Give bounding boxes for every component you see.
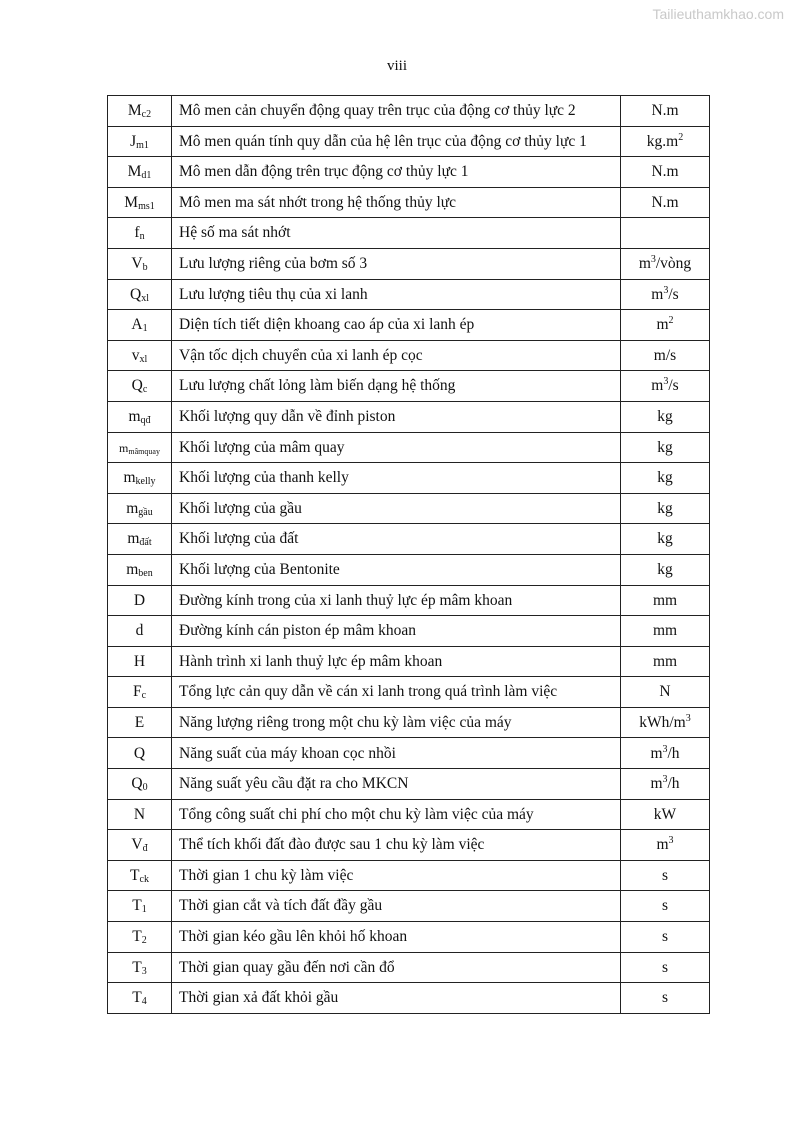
description-cell: Mô men ma sát nhớt trong hệ thống thủy lực [172,187,621,218]
symbol-cell [108,707,172,738]
symbol-base: V [131,255,143,273]
table-row [108,432,710,463]
description-cell: Tổng công suất chi phí cho một chu kỳ làm việc của máy [172,799,621,830]
symbol-subscript: b [142,262,148,274]
table-row [108,554,710,585]
description-cell: Khối lượng của mâm quay [172,432,621,463]
description-cell: Thời gian kéo gầu lên khỏi hố khoan [172,922,621,953]
unit-base: m/s [653,346,677,364]
symbol-base: m [126,560,139,578]
symbol-base: d [135,622,144,640]
unit-cell [621,585,710,616]
symbol-subscript: c [142,384,148,396]
symbol-base: F [132,683,142,701]
watermark: Tailieuthamkhao.com [652,6,784,22]
table-row [108,310,710,341]
unit-suffix: /s [668,285,679,303]
table-row [108,585,710,616]
unit-exponent: 3 [662,743,668,755]
unit-base: m [656,836,669,854]
page-number: viii [386,58,407,74]
unit-base: mm [652,591,678,609]
table-row [108,279,710,310]
symbol-cell [108,126,172,157]
symbol-cell [108,96,172,127]
unit-base: kW [653,805,677,823]
unit-base: m [651,377,664,395]
symbol-cell [108,585,172,616]
unit-cell [621,707,710,738]
description-cell: Lưu lượng tiêu thụ của xi lanh [172,279,621,310]
unit-cell [621,769,710,800]
unit-cell [621,126,710,157]
symbol-cell [108,401,172,432]
table-row [108,922,710,953]
symbol-subscript: ck [139,873,149,885]
unit-base: s [661,897,669,915]
unit-exponent: 3 [662,774,668,786]
unit-cell [621,371,710,402]
unit-cell [621,830,710,861]
symbol-base: T [132,897,142,915]
symbol-subscript: 2 [141,935,147,947]
table-row [108,677,710,708]
symbol-base: Q [130,285,142,303]
symbol-base: f [134,224,140,242]
symbol-subscript: ms1 [138,200,155,212]
description-cell: Mô men quán tính quy dẫn của hệ lên trục của động cơ thủy lực 1 [172,126,621,157]
unit-exponent: 3 [668,835,674,847]
symbols-table-body [108,96,710,1014]
description-cell: Năng suất yêu cầu đặt ra cho MKCN [172,769,621,800]
unit-cell [621,310,710,341]
symbol-base: J [130,132,137,150]
unit-cell [621,248,710,279]
unit-base: kg [657,499,673,517]
unit-base: kg [657,438,673,456]
unit-base: kWh/m [639,713,686,731]
symbol-cell [108,646,172,677]
symbol-subscript: ben [138,567,153,579]
symbol-cell [108,860,172,891]
unit-cell [621,983,710,1014]
symbol-subscript: 0 [142,782,148,794]
symbol-base: Q [131,377,143,395]
symbol-cell [108,830,172,861]
symbol-cell [108,524,172,555]
description-cell: Khối lượng của thanh kelly [172,463,621,494]
unit-cell [621,493,710,524]
symbol-subscript: đ [142,843,148,855]
symbol-base: H [133,652,146,670]
table-row [108,799,710,830]
description-cell: Mô men dẫn động trên trục động cơ thủy lực 1 [172,157,621,188]
symbol-cell [108,922,172,953]
symbol-subscript: qđ [140,414,151,426]
symbol-subscript: 3 [141,965,147,977]
symbol-subscript: xl [141,292,149,304]
symbol-subscript: kelly [135,476,156,488]
symbol-subscript: gầu [138,506,153,518]
symbol-cell [108,616,172,647]
symbol-base: M [127,163,142,181]
unit-suffix: /vòng [655,255,692,273]
unit-cell [621,340,710,371]
unit-base: kg.m [646,132,679,150]
symbol-cell [108,493,172,524]
description-cell: Đường kính trong của xi lanh thuỷ lực ép mâm khoan [172,585,621,616]
symbol-base: T [130,866,140,884]
symbol-cell [108,371,172,402]
description-cell: Khối lượng của gầu [172,493,621,524]
symbol-cell [108,157,172,188]
description-cell: Khối lượng quy dẫn về đỉnh piston [172,401,621,432]
description-cell: Thời gian quay gầu đến nơi cần đổ [172,952,621,983]
table-row [108,738,710,769]
description-cell: Tổng lực cản quy dẫn về cán xi lanh trong quá trình làm việc [172,677,621,708]
description-cell: Năng suất của máy khoan cọc nhồi [172,738,621,769]
symbol-cell [108,738,172,769]
unit-base: kg [657,469,673,487]
symbol-subscript: m1 [136,139,149,151]
unit-base: m [638,255,651,273]
symbol-cell [108,677,172,708]
description-cell: Lưu lượng chất lỏng làm biến dạng hệ thống [172,371,621,402]
symbol-base: T [132,989,142,1007]
table-row [108,126,710,157]
table-row [108,96,710,127]
unit-base: N.m [651,102,679,120]
description-cell: Diện tích tiết diện khoang cao áp của xi lanh ép [172,310,621,341]
table-row [108,371,710,402]
unit-suffix: /h [667,775,680,793]
symbol-subscript: n [139,231,145,243]
unit-cell [621,922,710,953]
symbol-subscript: c2 [141,109,152,121]
table-row [108,983,710,1014]
symbol-base: V [131,836,143,854]
unit-cell [621,952,710,983]
table-row [108,401,710,432]
symbol-cell [108,952,172,983]
description-cell: Thời gian 1 chu kỳ làm việc [172,860,621,891]
description-cell: Thời gian xả đất khỏi gầu [172,983,621,1014]
unit-base: kg [657,407,673,425]
unit-cell [621,646,710,677]
description-cell: Hệ số ma sát nhớt [172,218,621,249]
description-cell: Thể tích khối đất đào được sau 1 chu kỳ làm việc [172,830,621,861]
unit-base: N.m [651,193,679,211]
description-cell: Đường kính cán piston ép mâm khoan [172,616,621,647]
table-row [108,187,710,218]
symbol-base: m [119,440,129,455]
unit-cell [621,891,710,922]
unit-cell [621,463,710,494]
unit-exponent: 3 [663,284,669,296]
table-row [108,493,710,524]
unit-exponent: 3 [650,254,656,266]
unit-base: m [656,316,669,334]
table-row [108,616,710,647]
symbol-cell [108,891,172,922]
unit-cell [621,279,710,310]
unit-base: m [650,775,663,793]
unit-exponent: 2 [668,315,674,327]
unit-base: N.m [651,163,679,181]
table-row [108,830,710,861]
unit-cell [621,677,710,708]
table-row [108,952,710,983]
unit-suffix: /h [667,744,680,762]
unit-cell [621,218,710,249]
description-cell: Mô men cản chuyển động quay trên trục của động cơ thủy lực 2 [172,96,621,127]
symbol-base: m [126,499,139,517]
symbol-base: D [133,591,146,609]
symbols-table [107,95,710,1014]
symbol-base: m [123,469,136,487]
description-cell: Hành trình xi lanh thuỷ lực ép mâm khoan [172,646,621,677]
symbol-base: T [132,928,142,946]
symbol-cell [108,983,172,1014]
unit-exponent: 3 [685,712,691,724]
unit-base: mm [652,622,678,640]
description-cell: Thời gian cắt và tích đất đầy gầu [172,891,621,922]
unit-cell [621,799,710,830]
table-row [108,157,710,188]
symbol-cell [108,248,172,279]
symbol-cell [108,463,172,494]
unit-cell [621,157,710,188]
symbol-cell [108,310,172,341]
symbol-subscript: 4 [141,996,147,1008]
description-cell: Lưu lượng riêng của bơm số 3 [172,248,621,279]
table-row [108,860,710,891]
symbol-cell [108,769,172,800]
table-row [108,891,710,922]
unit-base: s [661,928,669,946]
unit-base: N [659,683,671,701]
symbol-subscript: d1 [141,170,152,182]
description-cell: Khối lượng của Bentonite [172,554,621,585]
symbol-cell [108,554,172,585]
symbol-subscript: đất [139,537,152,549]
table-row [108,707,710,738]
symbol-subscript: xl [139,353,148,365]
symbol-subscript: 1 [141,904,147,916]
table-row [108,524,710,555]
unit-exponent: 3 [663,376,669,388]
unit-base: s [661,866,669,884]
table-row [108,218,710,249]
unit-base: s [661,989,669,1007]
symbol-subscript: c [141,690,147,702]
unit-base: kg [657,530,673,548]
symbol-base: m [127,530,140,548]
symbol-base: T [132,958,142,976]
table-row [108,463,710,494]
symbol-base: N [133,805,146,823]
symbol-cell [108,279,172,310]
table-row [108,248,710,279]
symbol-cell [108,799,172,830]
symbol-base: Q [133,744,146,762]
symbol-base: A [131,316,143,334]
unit-cell [621,432,710,463]
unit-cell [621,616,710,647]
table-row [108,340,710,371]
unit-cell [621,96,710,127]
symbol-cell [108,340,172,371]
unit-base: m [651,285,664,303]
unit-base: kg [657,560,673,578]
symbol-subscript: mâmquay [128,446,160,456]
symbol-cell [108,432,172,463]
symbol-cell [108,218,172,249]
unit-cell [621,187,710,218]
description-cell: Năng lượng riêng trong một chu kỳ làm việc của máy [172,707,621,738]
unit-cell [621,401,710,432]
symbol-cell [108,187,172,218]
unit-base: mm [652,652,678,670]
table-row [108,769,710,800]
symbol-subscript: 1 [142,323,148,335]
description-cell: Vận tốc dịch chuyển của xi lanh ép cọc [172,340,621,371]
unit-cell [621,524,710,555]
unit-cell [621,554,710,585]
unit-base: s [661,958,669,976]
symbol-base: E [134,713,145,731]
symbol-base: M [127,102,142,120]
symbol-base: v [131,346,140,364]
unit-suffix: /s [668,377,679,395]
unit-exponent: 2 [678,131,684,143]
unit-base: m [650,744,663,762]
unit-cell [621,738,710,769]
symbol-base: M [124,193,139,211]
symbol-base: m [128,407,141,425]
description-cell: Khối lượng của đất [172,524,621,555]
table-row [108,646,710,677]
symbol-base: Q [131,775,143,793]
unit-cell [621,860,710,891]
